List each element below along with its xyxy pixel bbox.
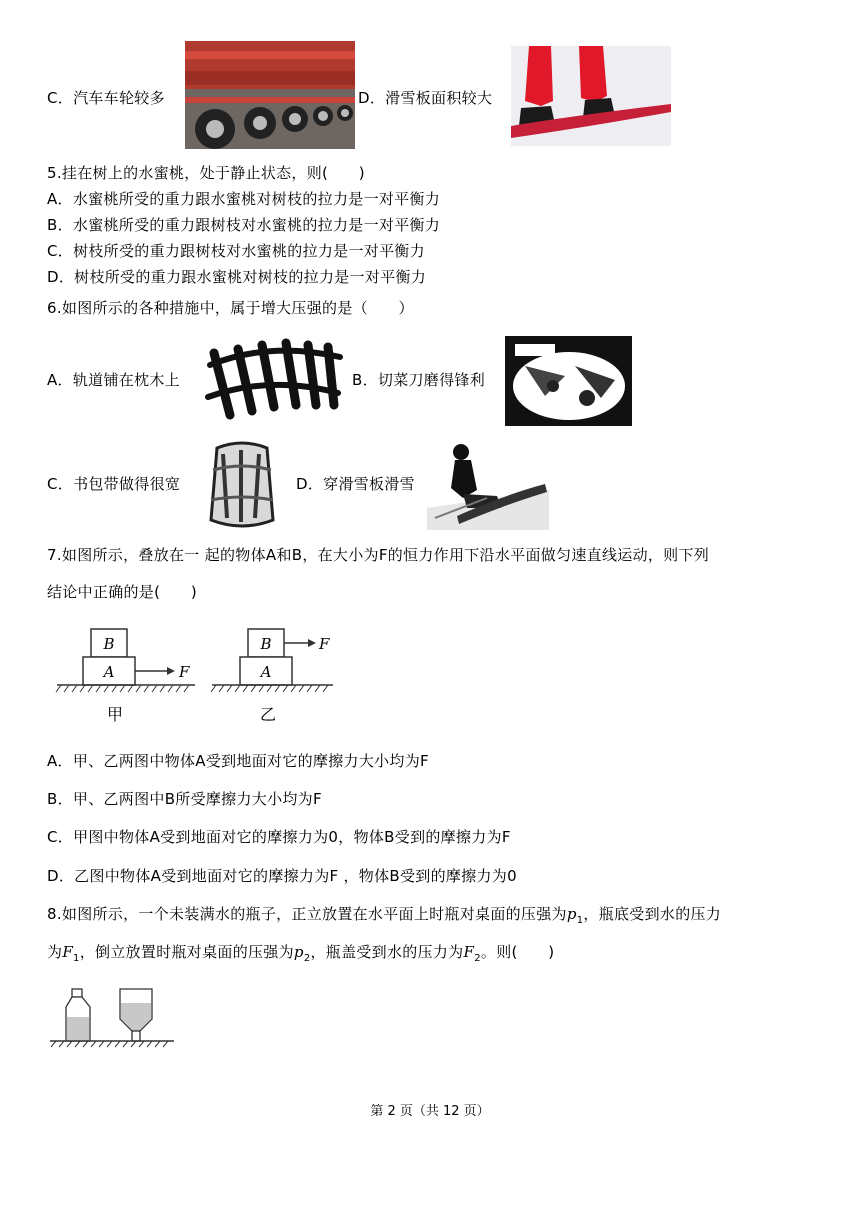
q7-option-c: C．甲图中物体A受到地面对它的摩擦力为0，物体B受到的摩擦力为F [47, 828, 511, 846]
q7-stem-line2: 结论中正确的是( ) [47, 583, 198, 601]
railway-sleepers-image [200, 335, 345, 427]
q8-text-5: ，瓶盖受到水的压力为 [310, 943, 464, 961]
q8-sub-f1: 1 [73, 953, 80, 964]
q8-sub-1: 1 [576, 915, 584, 926]
q4-option-c: C．汽车车轮较多 [47, 89, 165, 107]
q8-f-symbol-2: F [463, 943, 475, 961]
q7-figure [55, 622, 345, 730]
truck-wheels-photo [185, 41, 355, 149]
q8-p-symbol-2: p [293, 943, 304, 961]
q8-bottle-figure [48, 985, 178, 1055]
q8-stem-line1 [47, 904, 721, 931]
block-b-right-label: B [260, 635, 272, 653]
kitchen-knife-image [505, 336, 632, 426]
q7-option-d: D．乙图中物体A受到地面对它的摩擦力为F ，物体B受到的摩擦力为0 [47, 867, 517, 885]
q8-text-1: 8.如图所示，一个未装满水的瓶子，正立放置在水平面上时瓶对桌面的压强为 [47, 905, 567, 923]
q4-option-d: D．滑雪板面积较大 [358, 89, 493, 107]
q5-option-a: A．水蜜桃所受的重力跟水蜜桃对树枝的拉力是一对平衡力 [47, 190, 441, 208]
q7-option-b: B．甲、乙两图中B所受摩擦力大小均为F [47, 790, 322, 808]
upright-bottle [66, 989, 90, 1041]
force-right-label: F [319, 635, 330, 653]
q6-option-d: D．穿滑雪板滑雪 [296, 475, 415, 493]
q5-stem: 5.挂在树上的水蜜桃，处于静止状态，则( ) [47, 164, 365, 182]
block-a-left-label: A [103, 663, 115, 681]
q8-text-2: ，瓶底受到水的压力 [583, 905, 722, 923]
q6-option-b: B．切菜刀磨得锋利 [352, 371, 485, 389]
block-a-right-label: A [260, 663, 272, 681]
q6-option-a: A．轨道铺在枕木上 [47, 371, 180, 389]
schoolbag-image [201, 440, 283, 528]
q8-p-symbol: p [566, 905, 577, 923]
q8-stem-line2 [47, 942, 554, 969]
q8-text-6: 。则( ) [480, 943, 555, 961]
q5-option-d: D．树枝所受的重力跟水蜜桃对树枝的拉力是一对平衡力 [47, 268, 427, 286]
q8-text-3: 为 [47, 943, 63, 961]
q6-option-c: C．书包带做得很宽 [47, 475, 181, 493]
q8-f-symbol-1: F [62, 943, 74, 961]
block-b-left-label: B [103, 635, 115, 653]
q7-stem-line1: 7.如图所示，叠放在一 起的物体A和B，在大小为F的恒力作用下沿水平面做匀速直线运动，则下列 [47, 546, 710, 564]
q5-option-c: C．树枝所受的重力跟树枝对水蜜桃的拉力是一对平衡力 [47, 242, 425, 260]
q8-sub-f2: 2 [474, 953, 481, 964]
q8-text-4: ，倒立放置时瓶对桌面的压强为 [79, 943, 294, 961]
q6-stem: 6.如图所示的各种措施中，属于增大压强的是（ ） [47, 299, 414, 317]
snowboard-photo [511, 46, 671, 146]
force-left-label: F [179, 663, 190, 681]
skier-image [427, 438, 549, 530]
q7-option-a: A．甲、乙两图中物体A受到地面对它的摩擦力大小均为F [47, 752, 429, 770]
figure-label-right: 乙 [259, 705, 277, 724]
q5-option-b: B．水蜜桃所受的重力跟树枝对水蜜桃的拉力是一对平衡力 [47, 216, 441, 234]
page-footer: 第 2 页（共 12 页） [370, 1104, 490, 1119]
inverted-bottle [120, 989, 152, 1041]
figure-label-left: 甲 [106, 705, 124, 724]
q8-sub-p2: 2 [303, 953, 311, 964]
